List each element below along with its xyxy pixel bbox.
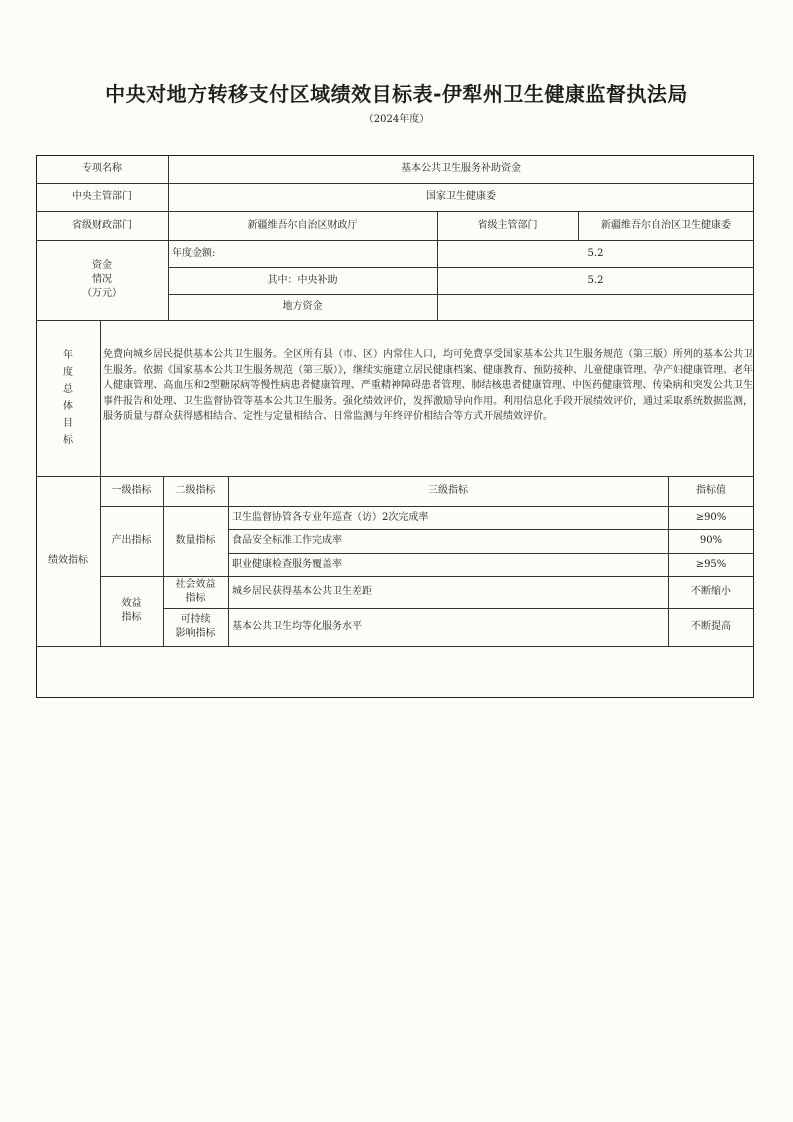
output-row-name: 食品安全标准工作完成率 [232,535,342,546]
central-subsidy-value: 5.2 [587,274,604,286]
output-indicator-label: 产出指标 [111,535,152,546]
row-line [36,320,754,321]
header-level1: 一级指标 [111,485,152,496]
header-level3: 三级指标 [428,485,468,496]
social-label-line: 指标 [185,593,206,604]
funds-label-line: （万元） [82,288,122,299]
goal-label-char: 标 [63,435,73,446]
funds-label-line: 资金 [92,260,112,271]
header-value: 指标值 [696,485,726,496]
goal-label-char: 年 [63,350,73,361]
project-value: 基本公共卫生服务补助资金 [401,163,521,174]
benefit-label-line: 指标 [121,612,142,623]
social-label-line: 社会效益 [175,579,216,590]
project-label: 专项名称 [82,163,122,174]
annual-amount-label: 年度金额: [172,247,216,259]
prov-finance-label: 省级财政部门 [72,219,132,231]
funds-label [36,240,168,320]
benefit-indicator-label [100,576,163,646]
header-level2: 二级指标 [175,485,216,496]
funds-label-line: 情况 [92,274,112,285]
local-funds-value [437,294,754,320]
central-dept-value: 国家卫生健康委 [426,191,496,202]
prov-dept-value: 新疆维吾尔自治区卫生健康委 [601,219,731,231]
social-row-name: 城乡居民获得基本公共卫生差距 [232,586,372,597]
goal-label-char: 总 [63,384,73,395]
sustain-row-name: 基本公共卫生均等化服务水平 [232,621,362,632]
social-benefit-label [163,576,228,608]
goal-label [36,320,100,476]
row-line [36,646,754,647]
goal-label-char: 体 [63,401,73,412]
prov-dept-label: 省级主管部门 [477,219,538,231]
page-title: 中央对地方转移支付区域绩效目标表-伊犁州卫生健康监督执法局 [105,82,688,106]
sustain-label-line: 影响指标 [175,628,216,639]
quantity-indicator-label: 数量指标 [175,535,216,546]
output-row-name: 卫生监督协管各专业年巡查（访）2次完成率 [232,511,429,523]
central-subsidy-label: 其中：中央补助 [267,274,338,286]
central-dept-label: 中央主管部门 [72,191,132,202]
social-row-value: 不断缩小 [691,586,731,597]
output-row-value: 90% [699,535,723,546]
output-row-name: 职业健康检查服务覆盖率 [232,558,342,570]
sustain-label-line: 可持续 [180,614,211,625]
sustainable-impact-label [163,608,228,646]
goal-label-char: 目 [63,418,73,429]
goal-label-char: 度 [63,367,73,378]
year-subtitle: （2024年度） [363,114,430,125]
output-row-value: ≥95% [695,558,727,570]
benefit-label-line: 效益 [121,598,142,609]
prov-finance-value: 新疆维吾尔自治区财政厅 [247,219,358,231]
perf-label: 绩效指标 [48,555,88,566]
local-funds-label: 地方资金 [282,301,323,312]
sustain-row-value: 不断提高 [691,621,731,632]
annual-amount-value: 5.2 [587,247,604,259]
goal-text: 免费向城乡居民提供基本公共卫生服务。全区所有县（市、区）内常住人口，均可免费享受国家基本公共卫生服务规范（第三版）所列的基本公共卫生服务。依据《国家基本公共卫生服务规范（第三版）》，继续实施建立居民健康档案、健康教育、预防接种、儿童健康管理、孕产妇健康管理、老年人健康管理、高血压和2型糖尿病等慢性病患者健康管理、严重精神障碍患者管理、肺结核患者健康管理、中医药健康管理、传染病和突发公共卫生事件报告和处理、卫生监督协管等基本公共卫生服务。强化绩效评价，发挥激励导向作用。利用信息化手段开展绩效评价，通过采取系统数据监测，服务质量与群众获得感相结合、定性与定量相结合、日常监测与年终评价相结合等方式开展绩效评价。 [103,349,753,422]
output-row-value: ≥90% [695,511,727,523]
